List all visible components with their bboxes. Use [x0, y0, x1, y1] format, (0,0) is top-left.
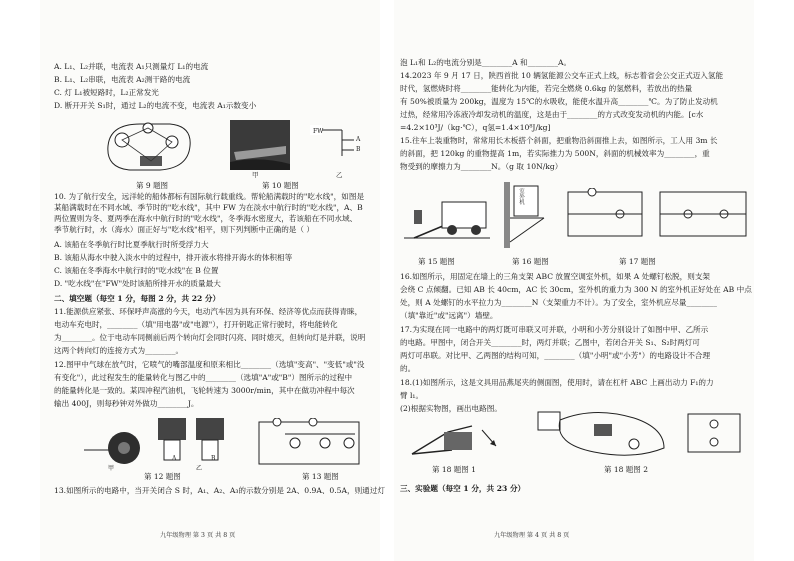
fig10-label-a: A [356, 136, 361, 143]
left-page-footer: 九年级物理 第 3 页 共 8 页 [160, 532, 236, 539]
q10-line-2: 某船满载时在不同水域、季节时的"吃水线"，其中 FW 为在淡水中航行时的"吃水线"，A、B [54, 203, 363, 212]
q12-line-3: 的能量转化是一致的。某四冲程汽油机，飞轮转速为 3000r/min，其中在做功冲程中每次 [54, 386, 355, 395]
left-page [40, 0, 385, 561]
figure-12-balloon-engine [80, 412, 240, 470]
fig16-label-outdoor-unit: 室外机 [518, 188, 524, 205]
figure-10-caption: 第 10 题图 [262, 181, 299, 190]
q14-line-3: 有 50%被质量为 200kg，温度为 15℃的水吸收，能使水温升高________℃。为了防止发动机 [400, 97, 718, 106]
figure-18-1-caption: 第 18 题图 1 [432, 465, 476, 474]
q12-line-4: 输出 400J，则每秒钟对外做功________J。 [54, 399, 199, 408]
q12-line-1: 12.图甲中气球在放气时，它喷气的嘴部温度和原来相比________（选填"变高"、"变低"或"没 [54, 360, 365, 369]
fig12-sub-b: B [211, 455, 216, 462]
q16-line-4: （填"靠近"或"远离"）墙壁。 [400, 311, 498, 320]
fig12-sub-yi: 乙 [196, 465, 203, 472]
figure-17-caption: 第 17 题图 [619, 257, 656, 266]
fig10-sub-yi: 乙 [336, 171, 343, 179]
fig10-label-b: B [356, 146, 361, 153]
q10-line-4: 季节航行时，水（海水）面正好与"吃水线"相平，则下列判断中正确的是（ ） [54, 225, 314, 234]
fig12-sub-jia: 甲 [108, 465, 115, 472]
q15-line-3: 物受到的摩擦力为________N。（g 取 10N/kg） [400, 162, 563, 171]
q17-line-2: 的电路。甲图中，闭合开关________时，两灯并联；乙图中，若闭合开关 S₁、S₂时两灯可 [400, 338, 700, 347]
figure-15-caption: 第 15 题图 [418, 257, 455, 266]
section-3-title: 三、实验题（每空 1 分，共 23 分） [400, 484, 526, 493]
q16-line-2: 会绕 C 点倾翻。已知 AB 长 40cm，AC 长 30cm，室外机的重力为 300 N 的室外机正好处在 AB 中点 [400, 285, 752, 294]
q14-line-5: =4.2×10³J/（kg·℃），q氢=1.4×10⁸J/kg] [400, 123, 551, 132]
q9-option-d: D. 断开开关 S₁时，通过 L₂的电流不变，电流表 A₁示数变小 [54, 101, 257, 110]
figure-18-1-binder-clip [408, 414, 508, 462]
figure-9-caption: 第 9 题图 [136, 181, 169, 190]
figure-16-bracket [500, 180, 556, 252]
q13-line: 13.如图所示的电路中，当开关闭合 S 时，A₁、A₂、A₃的示数分别是 2A、0.9A、0.5A，则通过灯 [54, 486, 385, 495]
q10-option-b: B. 该船从海水中驶入淡水中的过程中，排开液水将排开海水的体积相等 [54, 253, 293, 262]
q14-line-4: 过热，经常用冷冻液冷却发动机的温度，这是由于________的方式改变发动机的内能。[c水 [400, 110, 704, 119]
right-page-footer: 九年级物理 第 4 页 共 8 页 [494, 532, 570, 539]
q18-line-3: (2)根据实物图，画出电路图。 [400, 404, 502, 413]
q14-line-1: 14.2023 年 9 月 17 日，陕西首批 10 辆氢能源公交车正式上线，标志着省会公交正式迈入氢能 [400, 71, 724, 80]
figure-17-circuits [564, 188, 754, 248]
figure-13-circuit [255, 418, 365, 468]
figure-10-ship [230, 116, 375, 178]
q10-line-3: 两位置则为冬、夏两季在海水中航行时的"吃水线"，冬季海水密度大，若该船在不同水域、 [54, 214, 358, 223]
q9-option-c: C. 灯 L₁被短路时，L₂正常发光 [54, 88, 159, 97]
q10-option-a: A. 该船在冬季航行时比夏季航行时所受浮力大 [54, 240, 209, 249]
figure-15-incline [402, 180, 492, 252]
q16-line-3: 处，则 A 处螺钉的水平拉力为________N（支架重力不计）。为了安全，室外机应尽量________ [400, 298, 717, 307]
q18-line-1: 18.(1)如图所示，这是文具用品燕尾夹的侧面图，使用时，请在杠杆 ABC 上画出动力 F₁的力 [400, 378, 714, 387]
q16-line-1: 16.如图所示，用固定在墙上的三角支架 ABC 放置空调室外机，如果 A 处螺钉松脱，则支架 [400, 272, 711, 281]
q13-tail: 泡 L₁和 L₂的电流分别是________A 和________A。 [400, 58, 572, 67]
q17-line-3: 两灯可串联。对比甲、乙两图的结构可知，________（填"小明"或"小芳"）的电路设计不合理 [400, 351, 711, 360]
q9-option-a: A. L₁、L₂并联，电流表 A₁只测量灯 L₁的电流 [54, 62, 209, 71]
q11-line-2: 电动车充电时，________（填"用电器"或"电源"），打开钥匙正常行驶时，将电能转化 [54, 320, 338, 329]
figure-16-caption: 第 16 题图 [512, 257, 549, 266]
q9-option-b: B. L₁、L₂串联，电流表 A₂测干路的电流 [54, 75, 191, 84]
q15-line-2: 的斜面，把 120kg 的重物提高 1m，若实际推力为 500N，斜面的机械效率为________，重 [400, 149, 710, 158]
figure-12-caption: 第 12 题图 [144, 472, 181, 481]
q10-option-c: C. 该船在冬季海水中航行时的"吃水线"在 B 位置 [54, 266, 219, 275]
q11-line-3: 为________。位于电动车同侧前后两个转向灯会同时闪亮、同时熄灭，但转向灯是并联，说明 [54, 333, 366, 342]
figure-13-caption: 第 13 题图 [302, 472, 339, 481]
q11-line-1: 11.能源供应紧张、环保呼声高涨的今天，电动汽车因为具有环保、经济等优点而获得青睐， [54, 307, 363, 316]
q17-line-1: 17.为实现在同一电路中的两灯既可串联又可并联，小明和小芳分别设计了如图中甲、乙所示 [400, 325, 709, 334]
q10-line-1: 10. 为了航行安全，远洋轮的船体都标有国际航行载重线。帮轮船满载时的"吃水线"，如图是 [54, 192, 365, 201]
q11-line-4: 这两个转向灯的连接方式为________。 [54, 346, 184, 355]
q15-line-1: 15.往车上装重物时，常常用长木板搭个斜面，把重物沿斜面推上去，如图所示，工人用 3m 长 [400, 136, 718, 145]
figure-18-2-circuit [534, 404, 744, 462]
figure-9-circuit [100, 116, 200, 178]
fig12-sub-a: A [172, 455, 177, 462]
q18-line-2: 臂 l₁。 [400, 391, 424, 400]
right-page [394, 0, 754, 561]
figure-18-2-caption: 第 18 题图 2 [604, 465, 648, 474]
q10-option-d: D. "吃水线"在"FW"处时该船所排开水的质量最大 [54, 279, 221, 288]
fig10-sub-jia: 甲 [252, 171, 259, 179]
q12-line-2: 有变化"），此过程发生的能量转化与图乙中的________（选填"A"或"B"）图所示的过程中 [54, 373, 353, 382]
q14-line-2: 时代，氢燃烧时将________能转化为内能，若完全燃烧 0.6kg 的氢燃料，若放出的热量 [400, 84, 693, 93]
q17-line-4: 的。 [400, 364, 416, 373]
section-2-title: 二、填空题（每空 1 分，每图 2 分，共 22 分） [54, 294, 221, 303]
fig10-label-fw: FW [313, 128, 324, 135]
